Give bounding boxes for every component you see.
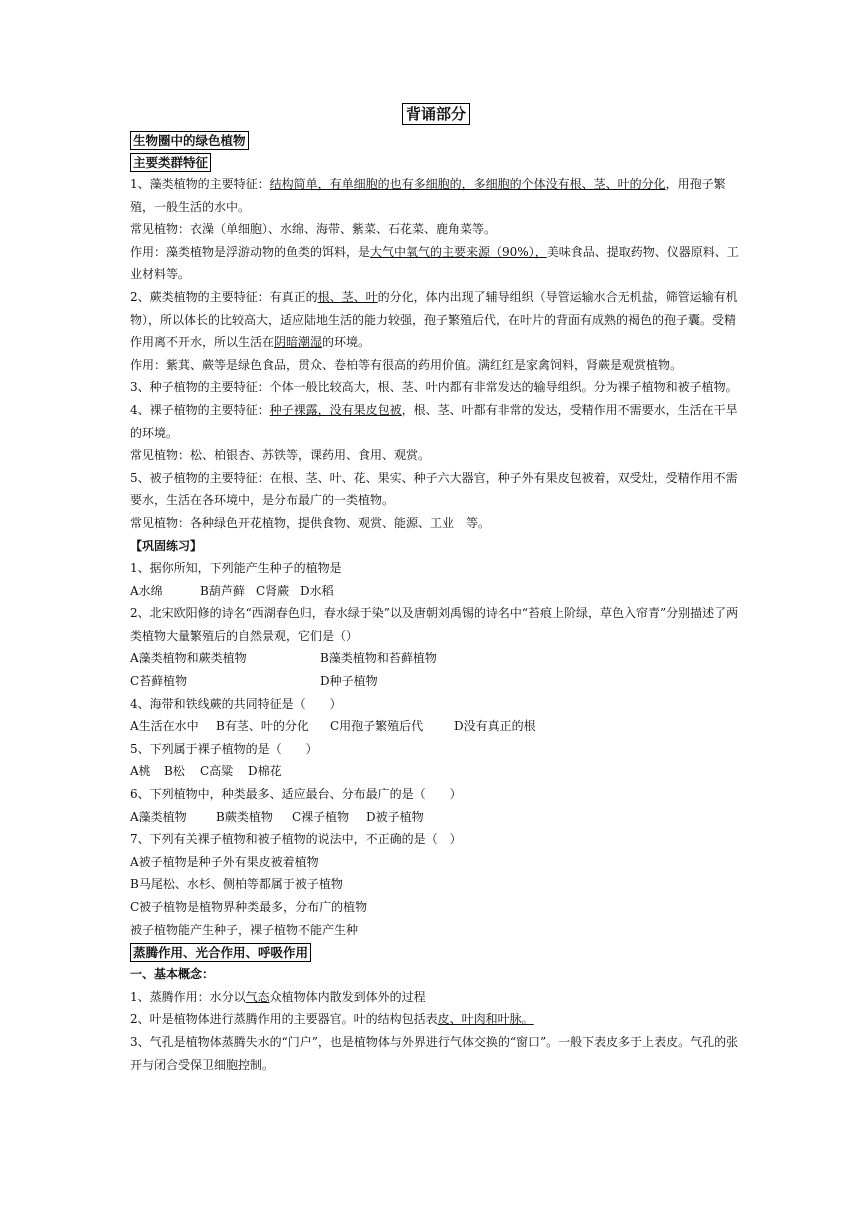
q7-option-a: A被子植物是种子外有果皮被着植物	[130, 854, 319, 869]
concept-3: 3、气孔是植物体蒸腾失水的“门户”，也是植物体与外界进行气体交换的“窗口”。一般下表皮多于上表皮。气孔的张开与闭合受保卫细胞控制。	[130, 1034, 739, 1072]
q4-option-a: A生活在水中	[130, 719, 199, 734]
question-1-stem: 1、据你所知，下列能产生种子的植物是	[130, 561, 342, 576]
gymnosperm-features: 4、裸子植物的主要特征：种子裸露，没有果皮包被，根、茎、叶都有非常的发达，受精作用不需要水，生活在干旱的环境。	[130, 402, 738, 440]
q1-option-b: B葫芦藓	[200, 583, 245, 598]
q4-option-d: D没有真正的根	[454, 719, 536, 734]
question-4-options	[130, 715, 742, 738]
question-2-stem: 2、北宋欧阳修的诗名“西湖春色归，春水绿于染”以及唐朝刘禹锡的诗名中“苔痕上阶绿，草色入帘青”分别描述了两类植物大量繁殖后的自然景观，它们是（）	[130, 606, 739, 643]
q5-option-c: C高粱	[200, 764, 234, 779]
q2-option-a: A藻类植物和蕨类植物	[130, 651, 247, 666]
algae-use: 作用：藻类植物是浮游动物的鱼类的饵料，是大气中氧气的主要来源（90%），美味食品、提取药物、仪器原料、工业材料等。	[130, 244, 739, 282]
q5-option-a: A桃	[130, 764, 151, 779]
question-7-stem: 7、下列有关裸子植物和被子植物的说法中，不正确的是（ ）	[130, 832, 462, 847]
section-subheading-groups: 主要类群特征	[130, 153, 211, 172]
concept-2: 2、叶是植物体进行蒸腾作用的主要器官。叶的结构包括表皮、叶肉和叶脉。	[130, 1012, 534, 1027]
q1-option-c: C肾蕨	[256, 583, 290, 598]
seed-plant-features: 3、种子植物的主要特征：个体一般比较高大，根、茎、叶内都有非常发达的输导组织。分为裸子植物和被子植物。	[130, 380, 738, 395]
gymnosperm-common: 常见植物：松、柏银杏、苏铁等，课药用、食用、观赏。	[130, 448, 431, 463]
fern-use: 作用：紫萁、蕨等是绿色食品，贯众、卷柏等有很高的药用价值。满红红是家禽饲料，肾蕨是观赏植物。	[130, 357, 683, 372]
question-6-stem: 6、下列植物中，种类最多、适应最台、分布最广的是（ ）	[130, 787, 462, 802]
q1-option-d: D水稻	[300, 583, 334, 598]
question-1-options	[130, 580, 742, 603]
q7-option-c: C被子植物是植物界种类最多，分布广的植物	[130, 900, 368, 914]
section-heading-green-plants: 生物圈中的绿色植物	[130, 131, 249, 150]
q6-option-a: A藻类植物	[130, 809, 187, 824]
angiosperm-common: 常见植物：各种绿色开花植物，提供食物、观赏、能源、工业 等。	[130, 515, 491, 530]
q4-option-b: B有茎、叶的分化	[216, 719, 309, 734]
page-title: 背诵部分	[402, 103, 470, 125]
q7-option-d: 被子植物能产生种子，裸子植物不能产生种	[130, 922, 359, 937]
practice-heading: 【巩固练习】	[130, 538, 203, 553]
angiosperm-features: 5、被子植物的主要特征：在根、茎、叶、花、果实、种子六大器官，种子外有果皮包被着，双受灶，受精作用不需要水，生活在各环境中，是分布最广的一类植物。	[130, 470, 738, 508]
fern-features: 2、蕨类植物的主要特征：有真正的根、茎、叶的分化，体内出现了辅导组织（导管运输水合无机盐，筛管运输有机物），所以体长的比较高大，适应陆地生活的能力较强，孢子繁殖后代，在叶片的背面有成熟的褐色的孢子囊。受精作用离不开水，所以生活在阴暗潮湿的环境。	[130, 289, 738, 350]
q6-option-b: B蕨类植物	[216, 809, 273, 824]
algae-common: 常见植物：衣澡（单细胞）、水绵、海带、紫菜、石花菜、鹿角菜等。	[130, 222, 497, 237]
document-page	[130, 103, 742, 1076]
q6-option-d: D被子植物	[366, 809, 424, 824]
question-2-options-row1	[130, 647, 742, 670]
q6-option-c: C裸子植物	[292, 809, 350, 824]
q2-option-d: D种子植物	[320, 674, 378, 689]
question-2-options-row2	[130, 670, 742, 693]
q2-option-b: B藻类植物和苔藓植物	[320, 651, 437, 666]
q7-option-b: B马尾松、水杉、侧柏等都属于被子植物	[130, 877, 343, 892]
q5-option-d: D棉花	[248, 764, 282, 779]
q5-option-b: B松	[164, 764, 185, 779]
question-5-options	[130, 760, 742, 783]
question-6-options	[130, 806, 742, 829]
section-heading-transpiration: 蒸腾作用、光合作用、呼吸作用	[130, 943, 311, 962]
algae-features: 1、藻类植物的主要特征：结构简单，有单细胞的也有多细胞的，多细胞的个体没有根、茎、叶的分化，用孢子繁殖，一般生活的水中。	[130, 177, 726, 214]
basic-concepts-heading: 一、基本概念：	[130, 967, 215, 982]
question-4-stem: 4、海带和铁线蕨的共同特征是（ ）	[130, 696, 342, 711]
question-5-stem: 5、下列属于裸子植物的是（ ）	[130, 741, 318, 756]
concept-1: 1、蒸腾作用：水分以气态众植物体内散发到体外的过程	[130, 989, 426, 1004]
q1-option-a: A水绵	[130, 583, 163, 598]
q2-option-c: C苔藓植物	[130, 674, 188, 689]
q4-option-c: C用孢子繁殖后代	[330, 719, 424, 734]
